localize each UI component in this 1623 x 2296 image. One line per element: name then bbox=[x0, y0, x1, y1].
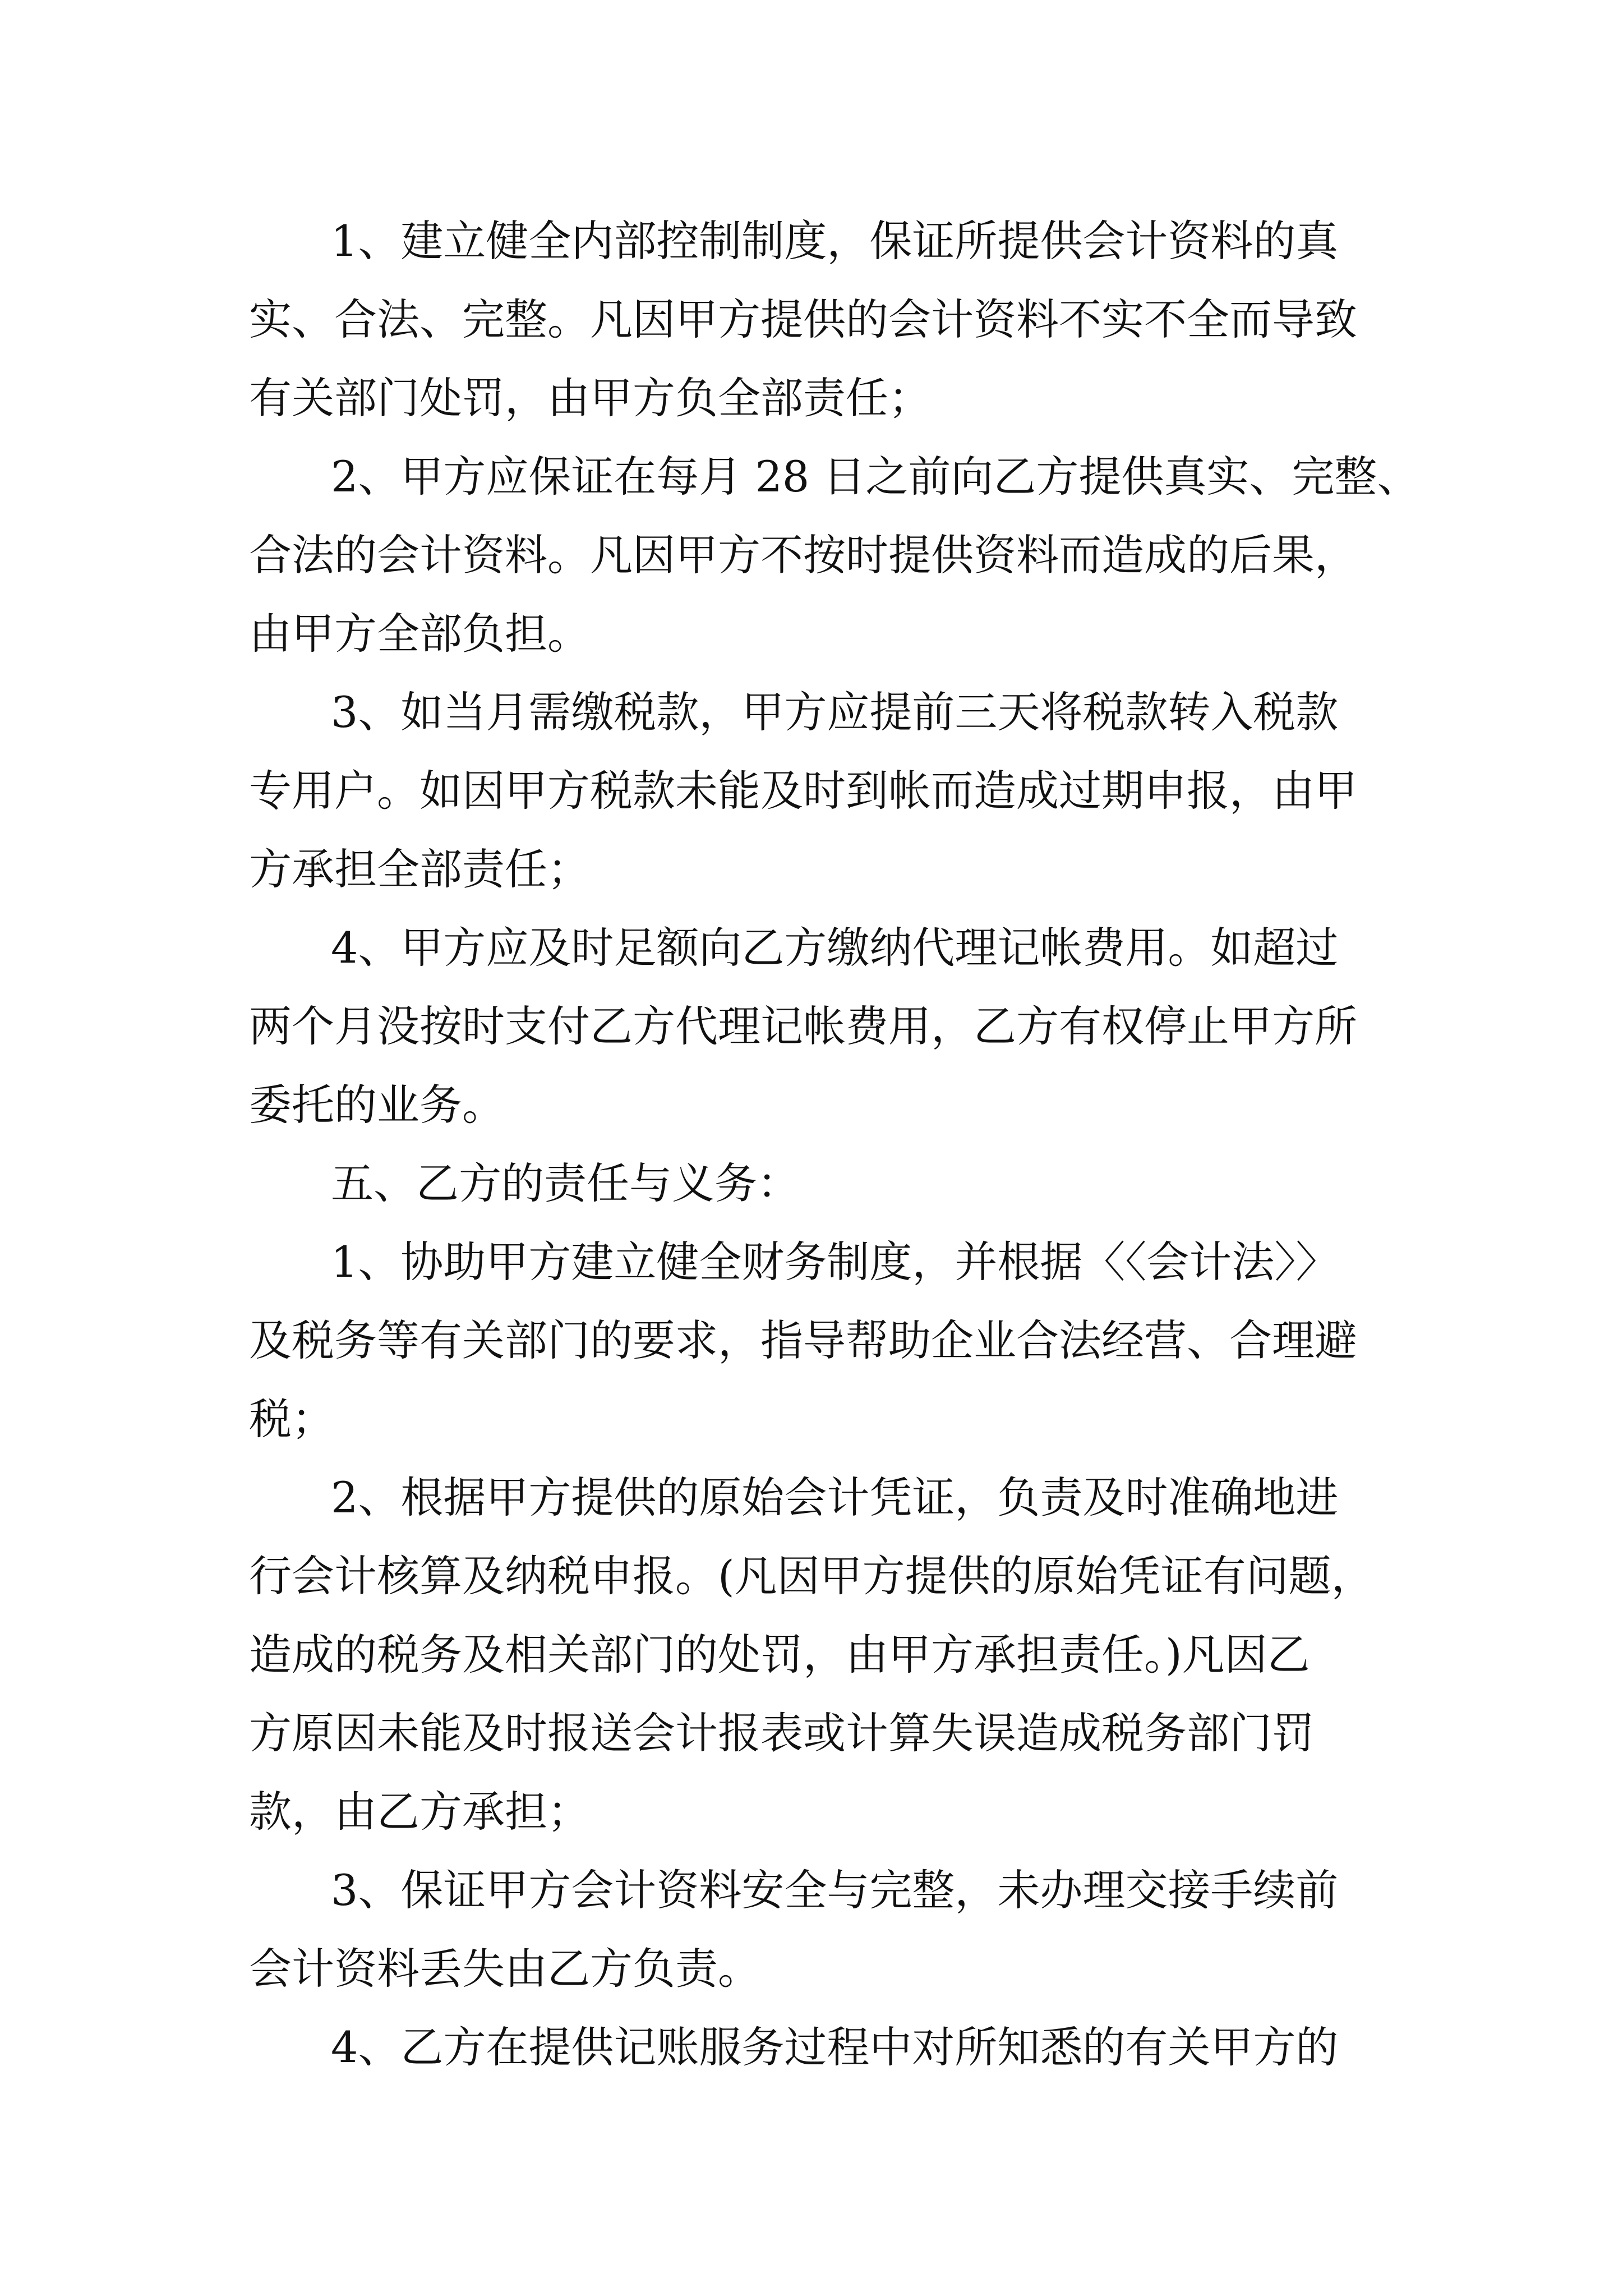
text-line-12: 委托的业务。 bbox=[249, 1080, 505, 1130]
text-line-6: 由甲方全部负担。 bbox=[249, 609, 590, 659]
text-line-20: 方原因未能及时报送会计报表或计算失误造成税务部门罚 bbox=[249, 1708, 1315, 1758]
section-heading: 五、乙方的责任与义务： bbox=[331, 1158, 800, 1208]
text-line-2: 实、合法、完整。凡因甲方提供的会计资料不实不全而导致 bbox=[249, 295, 1357, 344]
text-line-14: 1、协助甲方建立健全财务制度，并根据〈〈会计法〉〉 bbox=[331, 1237, 1339, 1287]
text-line-8: 专用户。如因甲方税款未能及时到帐而造成过期申报，由甲 bbox=[249, 766, 1357, 816]
text-line-23: 会计资料丢失由乙方负责。 bbox=[249, 1944, 760, 1994]
text-line-19: 造成的税务及相关部门的处罚，由甲方承担责任。)凡因乙 bbox=[249, 1630, 1310, 1680]
text-line-3: 有关部门处罚，由甲方负全部责任； bbox=[249, 373, 931, 423]
text-line-22: 3、保证甲方会计资料安全与完整，未办理交接手续前 bbox=[331, 1865, 1339, 1915]
text-line-16: 税； bbox=[249, 1394, 334, 1444]
text-line-1: 1、建立健全内部控制制度，保证所提供会计资料的真 bbox=[331, 216, 1339, 266]
text-line-5: 合法的会计资料。凡因甲方不按时提供资料而造成的后果， bbox=[249, 530, 1357, 580]
text-line-18: 行会计核算及纳税申报。(凡因甲方提供的原始凭证有问题， bbox=[249, 1551, 1374, 1601]
text-line-10: 4、甲方应及时足额向乙方缴纳代理记帐费用。如超过 bbox=[331, 923, 1339, 973]
text-line-24: 4、乙方在提供记账服务过程中对所知悉的有关甲方的 bbox=[331, 2022, 1339, 2072]
text-line-7: 3、如当月需缴税款，甲方应提前三天将税款转入税款 bbox=[331, 687, 1339, 737]
text-line-9: 方承担全部责任； bbox=[249, 844, 590, 894]
text-line-17: 2、根据甲方提供的原始会计凭证，负责及时准确地进 bbox=[331, 1473, 1339, 1522]
text-line-11: 两个月没按时支付乙方代理记帐费用，乙方有权停止甲方所 bbox=[249, 1001, 1357, 1051]
text-line-21: 款，由乙方承担； bbox=[249, 1787, 590, 1837]
text-line-4: 2、甲方应保证在每月 28 日之前向乙方提供真实、完整、 bbox=[331, 452, 1420, 501]
text-line-15: 及税务等有关部门的要求，指导帮助企业合法经营、合理避 bbox=[249, 1315, 1357, 1365]
